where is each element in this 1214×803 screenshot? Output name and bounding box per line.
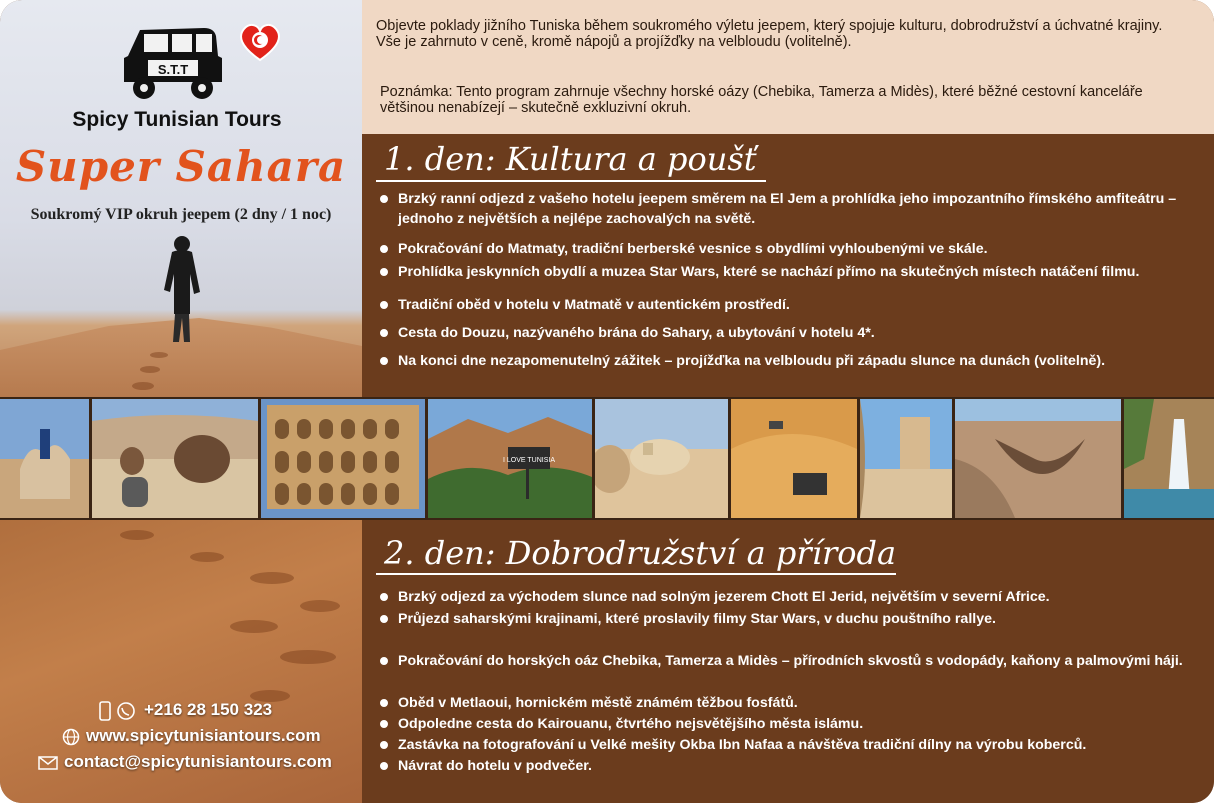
logo-text: S.T.T	[157, 62, 189, 77]
photo-strip	[0, 397, 1214, 520]
day2-title: 2. den: Dobrodružství a příroda	[384, 534, 897, 572]
jeep-logo	[118, 22, 228, 102]
photo-kairouan-mosque	[860, 399, 952, 518]
footprint	[132, 382, 154, 390]
email-row	[38, 752, 332, 772]
walking-person-silhouette	[160, 234, 206, 346]
brand-name: Spicy Tunisian Tours	[72, 108, 282, 131]
list-item: Pokračování do horských oáz Chebika, Tamerza a Midès – přírodních skvostů s vodopády, kaňony a palmovými háji.	[378, 651, 1214, 671]
photo-el-jem-amphitheatre	[261, 399, 425, 518]
photo-waterfall	[1124, 399, 1214, 518]
photo-oasis-sign	[428, 399, 592, 518]
list-item: Prohlídka jeskynních obydlí a muzea Star Wars, které se nachází přímo na skutečných místech natáčení filmu.	[378, 262, 1214, 282]
day2-section	[362, 520, 1214, 803]
photo-canyon	[955, 399, 1121, 518]
footprint	[190, 552, 224, 562]
footprint	[300, 600, 340, 612]
mail-icon	[38, 755, 58, 771]
list-item: Na konci dne nezapomenutelný zážitek – projížďka na velbloudu při západu slunce na dunách (volitelně).	[378, 351, 1214, 371]
list-item: Brzký ranní odjezd z vašeho hotelu jeepem směrem na El Jem a prohlídka jeho impozantního římského amfiteátru – jednoho z největších a nejlépe zachovalých na světě.	[378, 189, 1214, 229]
globe-icon	[62, 728, 80, 746]
day1-title: 1. den: Kultura a poušť	[384, 140, 757, 178]
intro-panel	[362, 0, 1214, 134]
email-link[interactable]: contact@spicytunisiantours.com	[64, 752, 332, 771]
footprint	[280, 650, 336, 664]
photo-sign-text: I LOVE TUNISIA	[503, 457, 555, 464]
intro-line-2: Vše je zahrnuto v ceně, kromě nápojů a projížďky na velbloudu (volitelně).	[376, 34, 852, 50]
list-item: Tradiční oběd v hotelu v Matmatě v autentickém prostředí.	[378, 295, 1214, 315]
day1-section	[362, 134, 1214, 397]
photo-camel-ride	[0, 399, 89, 518]
list-item: Průjezd saharskými krajinami, které proslavily filmy Star Wars, v duchu pouštního rallye.	[378, 609, 1214, 629]
footprint	[250, 572, 294, 584]
tunisia-heart-icon	[238, 22, 282, 62]
day2-title-underline	[376, 573, 896, 575]
footprint	[230, 620, 278, 633]
photo-star-wars-set	[595, 399, 728, 518]
list-item: Návrat do hotelu v podvečer.	[378, 756, 1214, 776]
phone-row	[98, 700, 272, 721]
tour-title: Super Sahara	[15, 142, 347, 191]
list-item: Oběd v Metlaoui, hornickém městě známém těžbou fosfátů.	[378, 693, 1214, 713]
list-item: Cesta do Douzu, nazývaného brána do Sahary, a ubytování v hotelu 4*.	[378, 323, 1214, 343]
tour-subtitle: Soukromý VIP okruh jeepem (2 dny / 1 noc)	[30, 206, 332, 223]
hero-desert-panel	[0, 0, 362, 397]
footprint	[120, 530, 154, 540]
footprint	[140, 366, 160, 373]
photo-troglodyte-dwelling	[92, 399, 258, 518]
list-item: Brzký odjezd za východem slunce nad solným jezerem Chott El Jerid, největším v severní Africe.	[378, 587, 1214, 607]
footprint	[150, 352, 168, 358]
intro-line-1: Objevte poklady jižního Tuniska během soukromého výletu jeepem, který spojuje kulturu, dobrodružství a úchvatné krajiny.	[376, 18, 1163, 34]
phone-number[interactable]: +216 28 150 323	[144, 700, 273, 719]
list-item: Pokračování do Matmaty, tradiční berberské vesnice s obydlími vyhloubenými ve skále.	[378, 239, 1214, 259]
intro-note: Poznámka: Tento program zahrnuje všechny horské oázy (Chebika, Tamerza a Midès), které běžné cestovní kanceláře většinou nenabízejí – skutečně exkluzivní okruh.	[380, 84, 1143, 116]
list-item: Zastávka na fotografování u Velké mešity Okba Ibn Nafaa a návštěva tradiční dílny na výrobu koberců.	[378, 735, 1214, 755]
phone-icon	[98, 701, 138, 721]
list-item: Odpoledne cesta do Kairouanu, čtvrtého nejsvětějšího města islámu.	[378, 714, 1214, 734]
photo-jeep-dunes	[731, 399, 857, 518]
website-link[interactable]: www.spicytunisiantours.com	[86, 726, 321, 745]
web-row	[62, 726, 321, 746]
whatsapp-icon	[118, 703, 134, 719]
day1-title-underline	[376, 180, 766, 182]
